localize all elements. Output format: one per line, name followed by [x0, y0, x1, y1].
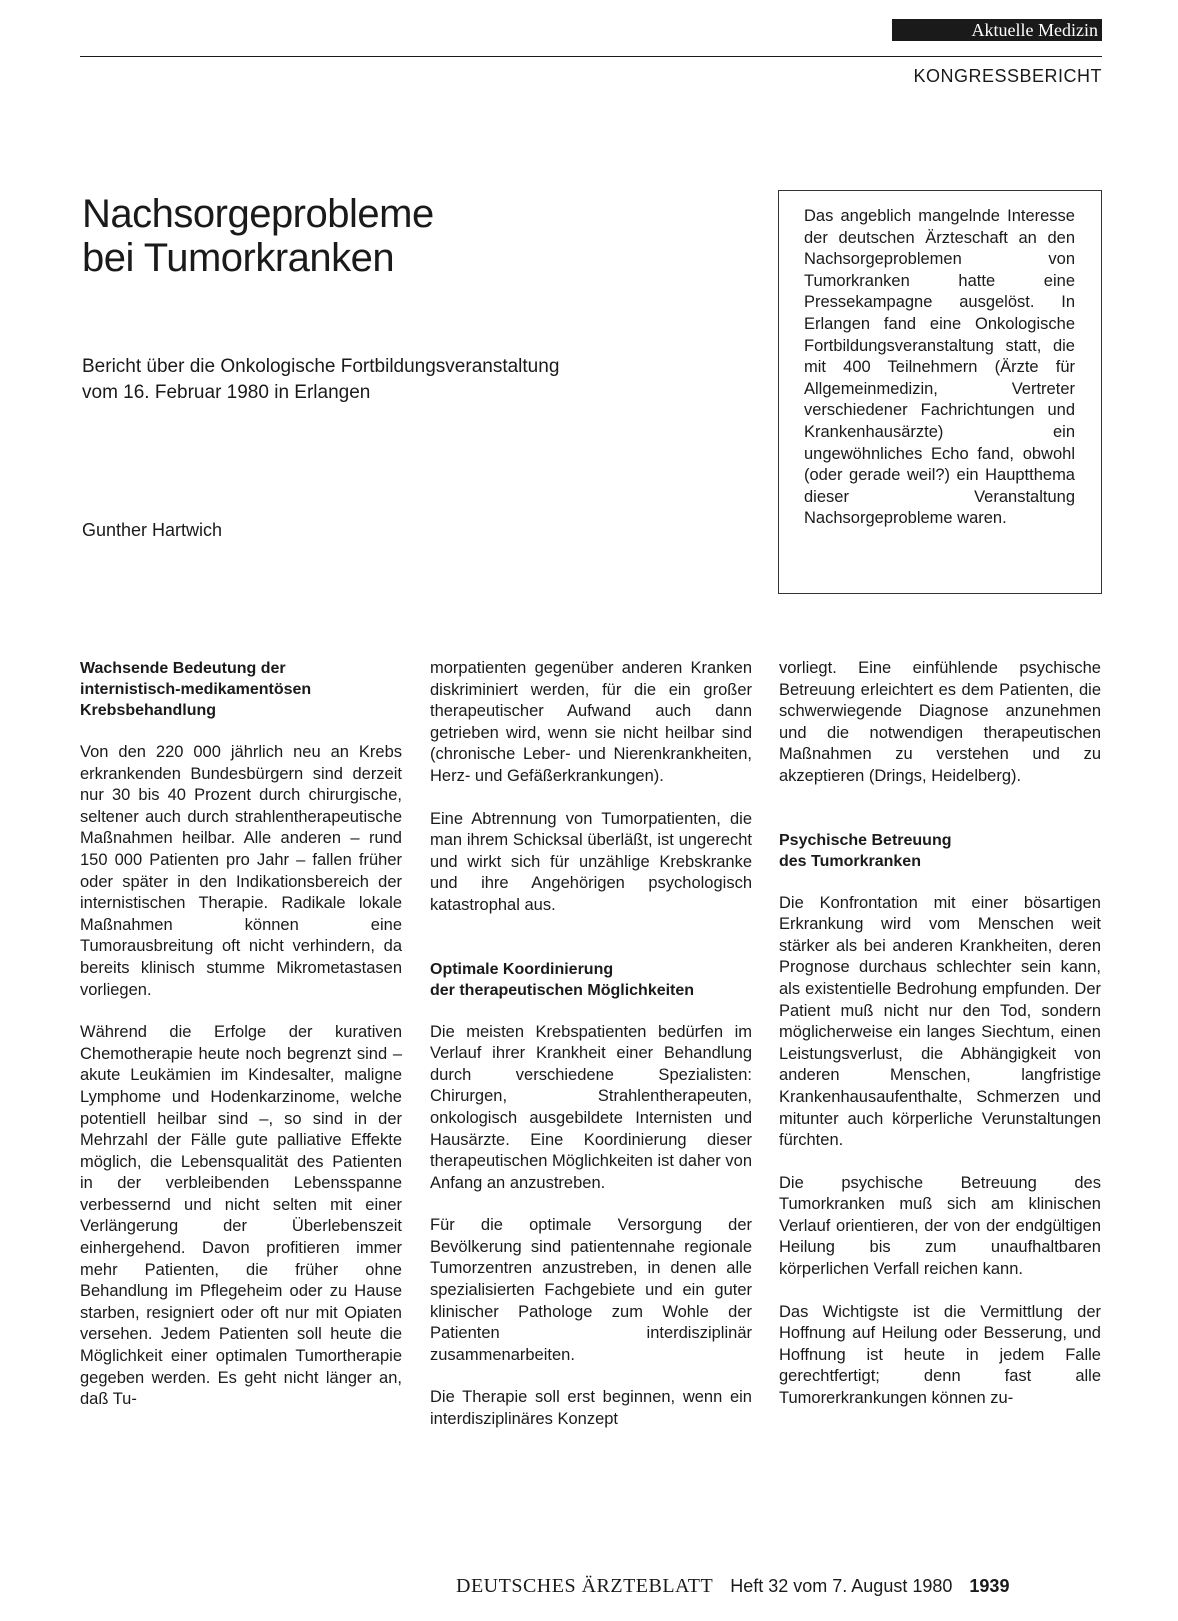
text-column-2 [430, 658, 752, 1452]
text-column-1 [80, 658, 402, 1432]
section-heading [80, 658, 402, 721]
section-heading-line: internistisch-medikamentösen [80, 681, 312, 698]
section-heading-line: Psychische Betreuung [779, 831, 952, 849]
paragraph: Während die Erfolge der kurativen Chemotherapie heute noch begrenzt sind – akute Leukämien im Kindesalter, maligne Lymphome und Hodenkarzinome, welche potentiell heilbar sind –, so sind in der Mehrzahl der Fälle gute palliative Effekte möglich, die Lebensqualität des Patienten in der verbleibenden Lebensspanne verbessernd und nicht selten mit einer Verlängerung der Überlebenszeit einhergehend. Davon profitieren immer mehr Patienten, die früher ohne Behandlung im Pflegeheim oder zu Hause starben, resigniert oder oft nur mit Opiaten versehen. Jedem Patienten soll heute die Möglichkeit einer optimalen Tumortherapie gegeben werden. Es geht nicht länger an, daß Tu- [80, 1023, 402, 1409]
article-subtitle [82, 354, 682, 406]
section-heading-line: Optimale Koordinierung [430, 960, 614, 978]
article-subtitle-line-2: vom 16. Februar 1980 in Erlangen [82, 382, 371, 403]
category-tag: Aktuelle Medizin [892, 19, 1102, 41]
paragraph: Eine Abtrennung von Tumorpatienten, die man ihrem Schicksal überläßt, ist ungerecht und wirkt sich für unzählige Krebskranke und ihre Angehörigen psychologisch katastrophal aus. [430, 809, 752, 914]
abstract-box: Das angeblich mangelnde Interesse der deutschen Ärzteschaft an den Nachsorgeproblemen von Tumorkranken hatte eine Pressekampagne ausgelöst. In Erlangen fand eine Onkologische Fortbildungsveranstaltung statt, die mit 400 Teilnehmern (Ärzte für Allgemeinmedizin, Vertreter verschiedener Fachrichtungen und Krankenhausärzte) ein ungewöhnliches Echo fand, obwohl (oder gerade weil?) ein Hauptthema dieser Veranstaltung Nachsorgeprobleme waren. [778, 190, 1102, 594]
section-heading [779, 830, 1101, 872]
article-title-line-2: bei Tumorkranken [82, 236, 395, 280]
text-column-3 [779, 658, 1101, 1431]
article-title-line-1: Nachsorgeprobleme [82, 192, 434, 236]
section-spacer [779, 809, 1101, 830]
section-spacer [430, 938, 752, 959]
author-name: Gunther Hartwich [82, 520, 223, 540]
section-heading-line: Wachsende Bedeutung der [80, 660, 286, 677]
paragraph: vorliegt. Eine einfühlende psychische Betreuung erleichtert es dem Patienten, die schwerwiegende Diagnose anzunehmen und die notwendigen therapeutischen Maßnahmen zu verstehen und zu akzeptieren (Drings, Heidelberg). [779, 659, 1101, 785]
paragraph: Das Wichtigste ist die Vermittlung der Hoffnung auf Heilung oder Besserung, und Hoffnung ist heute in jedem Falle gerechtfertigt; denn fast alle Tumorerkrankungen können zu- [779, 1302, 1101, 1408]
section-heading-line: der therapeutischen Möglichkeiten [430, 981, 695, 999]
paragraph: Die Konfrontation mit einer bösartigen Erkrankung wird vom Menschen weit stärker als bei anderen Krankheiten, deren Prognose durchaus schlechter sein kann, als existentielle Bedrohung empfunden. Der Patient muß nicht nur den Tod, sondern möglicherweise ein langes Siechtum, einen Leistungsverlust, die Abhängigkeit von anderen Menschen, langfristige Krankenhausaufenthalte, Schmerzen und mitunter auch körperliche Verunstaltungen fürchten. [779, 893, 1101, 1150]
article-subtitle-line-1: Bericht über die Onkologische Fortbildungsveranstaltung [82, 356, 560, 377]
section-heading-line: des Tumorkranken [779, 852, 921, 870]
issue-info: Heft 32 vom 7. August 1980 [730, 1576, 953, 1596]
section-heading [430, 959, 752, 1001]
paragraph: Von den 220 000 jährlich neu an Krebs erkrankenden Bundesbürgern sind derzeit nur 30 bis 40 Prozent durch chirurgische, seltener auch durch strahlentherapeutische Maßnahmen heilbar. Alle anderen – rund 150 000 Patienten pro Jahr – fallen früher oder später in den Indikationsbereich der internistischen Therapie. Radikale lokale Maßnahmen können eine Tumorausbreitung oft nicht verhindern, da bereits klinisch stumme Mikrometastasen vorliegen. [80, 743, 402, 999]
journal-name: DEUTSCHES ÄRZTEBLATT [456, 1575, 714, 1597]
paragraph: Die psychische Betreuung des Tumorkranken muß sich am klinischen Verlauf orientieren, der von der endgültigen Heilung bis zum unaufhaltbaren körperlichen Verfall reichen kann. [779, 1173, 1101, 1279]
page-number: 1939 [969, 1576, 1010, 1596]
paragraph: Die meisten Krebspatienten bedürfen im Verlauf ihrer Krankheit einer Behandlung durch verschiedene Spezialisten: Chirurgen, Strahlentherapeuten, onkologisch ausgebildete Internisten und Hausärzte. Eine Koordinierung dieser therapeutischen Möglichkeiten ist daher von Anfang an anzustreben. [430, 1022, 752, 1192]
section-label: KONGRESSBERICHT [913, 66, 1102, 86]
header-rule [80, 56, 1102, 57]
page-footer [456, 1575, 1009, 1598]
paragraph: Für die optimale Versorgung der Bevölkerung sind patientennahe regionale Tumorzentren anzustreben, in denen alle spezialisierten Fachgebiete und ein guter klinischer Pathologe zum Wohle der Patienten interdisziplinär zusammenarbeiten. [430, 1216, 752, 1364]
paragraph: Die Therapie soll erst beginnen, wenn ein interdisziplinäres Konzept [430, 1388, 752, 1429]
paragraph: morpatienten gegenüber anderen Kranken diskriminiert werden, für die ein großer therapeutischer Aufwand auch dann getrieben wird, wenn sie nicht heilbar sind (chronische Leber- und Nierenkrankheiten, Herz- und Gefäßerkrankungen). [430, 659, 752, 785]
article-title [82, 192, 434, 280]
section-heading-line: Krebsbehandlung [80, 702, 217, 719]
